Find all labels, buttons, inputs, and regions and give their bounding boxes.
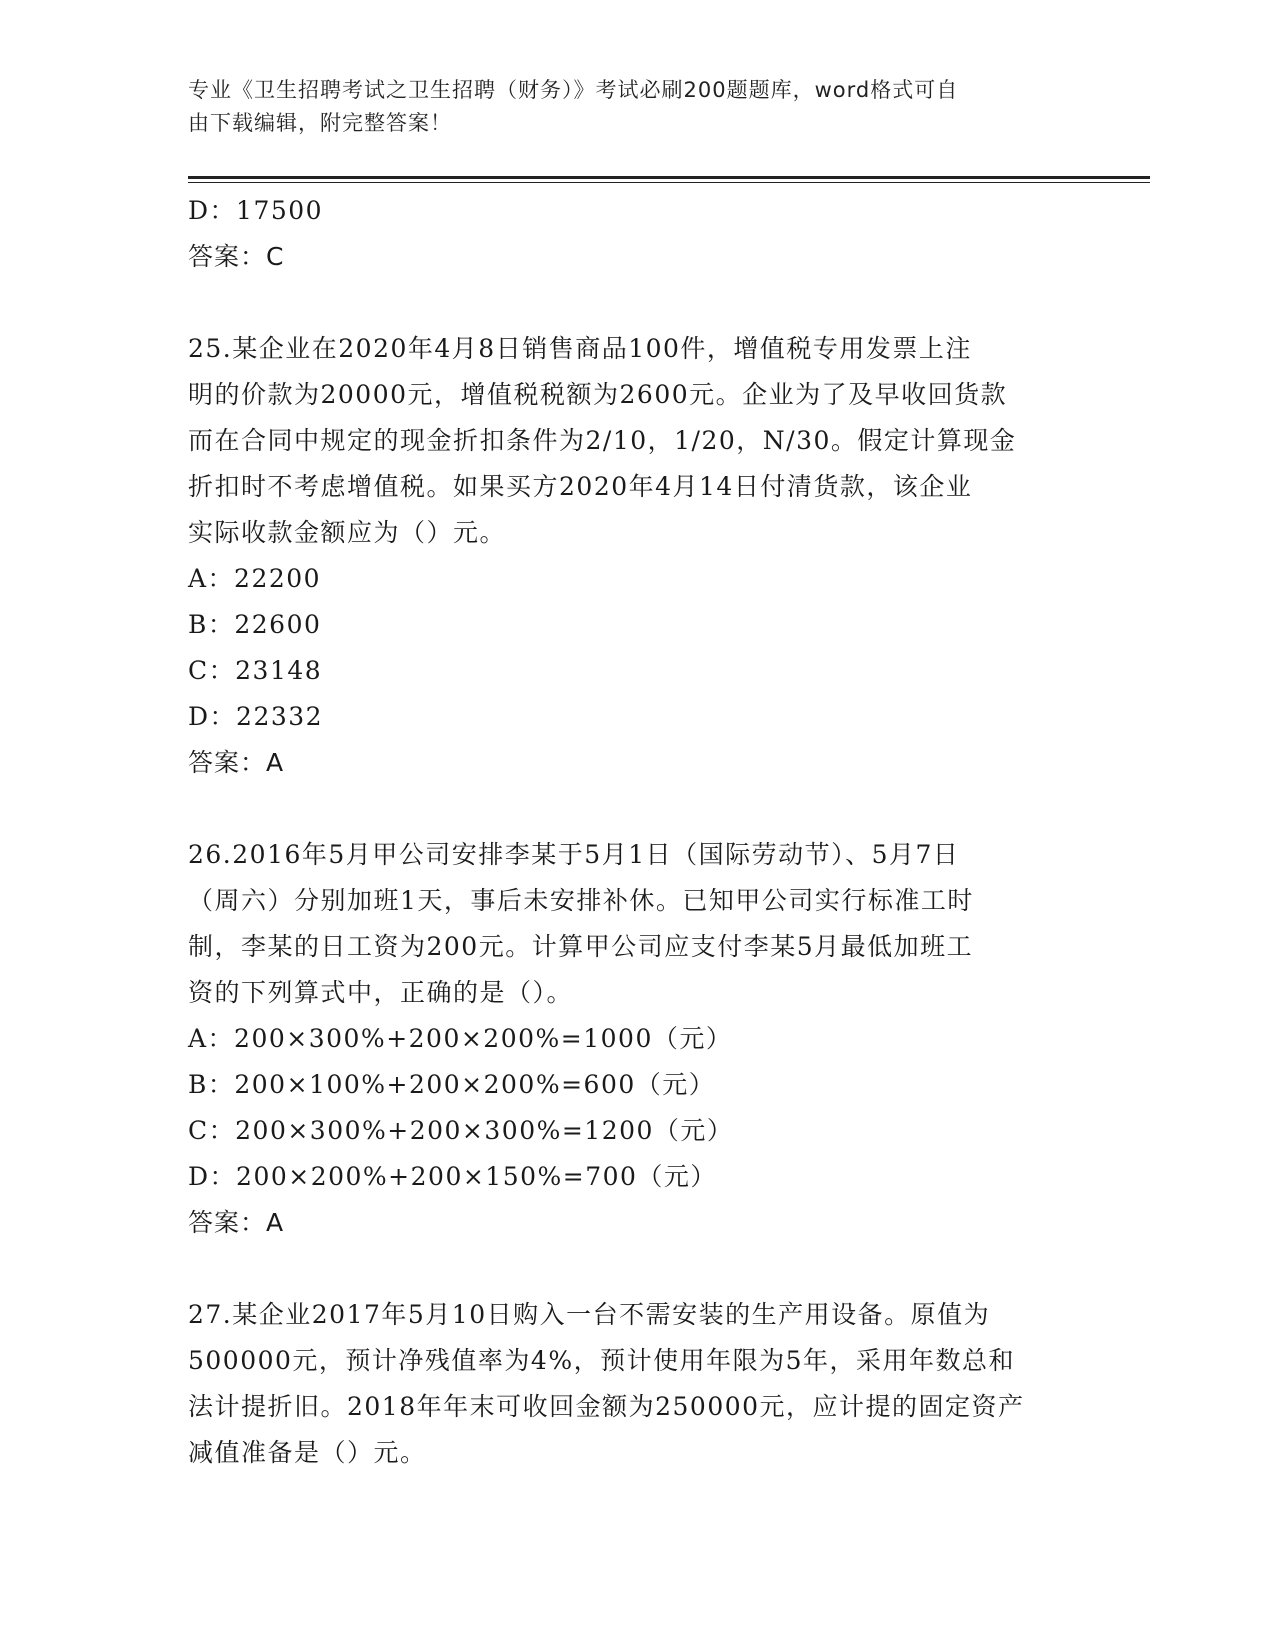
q25-answer: 答案：A (188, 748, 285, 777)
question-26 (188, 832, 1088, 1246)
q27-text-line: 减值准备是（）元。 (188, 1438, 427, 1467)
q26-text-line: 资的下列算式中，正确的是（）。 (188, 978, 574, 1007)
q25-text-line: 而在合同中规定的现金折扣条件为2/10，1/20，N/30。假定计算现金 (188, 426, 1017, 455)
question-25 (188, 326, 1088, 786)
q27-text-line: 500000元，预计净残值率为4%，预计使用年限为5年，采用年数总和 (188, 1346, 1016, 1375)
q26-option-b: B：200×100%+200×200%=600（元） (188, 1070, 716, 1099)
spacer (188, 1246, 1088, 1292)
spacer (188, 280, 1088, 326)
q26-text-line: 制，李某的日工资为200元。计算甲公司应支付李某5月最低加班工 (188, 932, 974, 961)
q27-text-line: 27.某企业2017年5月10日购入一台不需安装的生产用设备。原值为 (188, 1300, 991, 1329)
q25-text-line: 25.某企业在2020年4月8日销售商品100件，增值税专用发票上注 (188, 334, 972, 363)
prev-answer: 答案：C (188, 242, 285, 271)
q26-answer: 答案：A (188, 1208, 285, 1237)
prev-option-d: D：17500 (188, 196, 324, 225)
q25-option-d: D：22332 (188, 702, 324, 731)
q25-option-b: B：22600 (188, 610, 322, 639)
header-rule-thin (188, 182, 1150, 183)
q25-text-line: 折扣时不考虑增值税。如果买方2020年4月14日付清货款，该企业 (188, 472, 973, 501)
q26-option-a: A：200×300%+200×200%=1000（元） (188, 1024, 733, 1053)
question-27 (188, 1292, 1088, 1476)
document-body (188, 188, 1088, 1476)
q26-text-line: 26.2016年5月甲公司安排李某于5月1日（国际劳动节）、5月7日 (188, 840, 960, 869)
q25-text-line: 明的价款为20000元，增值税税额为2600元。企业为了及早收回货款 (188, 380, 1008, 409)
q26-option-c: C：200×300%+200×300%=1200（元） (188, 1116, 734, 1145)
spacer (188, 786, 1088, 832)
header-line-2: 由下载编辑，附完整答案！ (188, 111, 452, 135)
page-header (188, 74, 1068, 140)
q26-option-d: D：200×200%+200×150%=700（元） (188, 1162, 717, 1191)
q26-text-line: （周六）分别加班1天，事后未安排补休。已知甲公司实行标准工时 (188, 886, 974, 915)
q25-option-c: C：23148 (188, 656, 323, 685)
header-rule-thick (188, 176, 1150, 179)
q25-text-line: 实际收款金额应为（）元。 (188, 518, 507, 547)
q25-option-a: A：22200 (188, 564, 322, 593)
q27-text-line: 法计提折旧。2018年年末可收回金额为250000元，应计提的固定资产 (188, 1392, 1025, 1421)
header-line-1: 专业《卫生招聘考试之卫生招聘（财务）》考试必刷200题题库，word格式可自 (188, 78, 959, 102)
